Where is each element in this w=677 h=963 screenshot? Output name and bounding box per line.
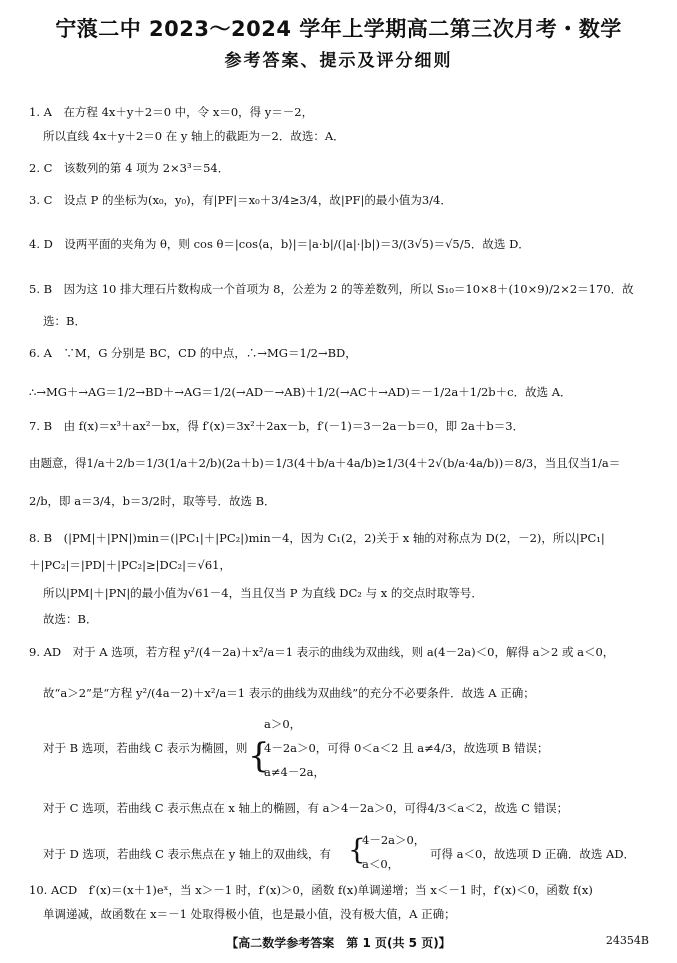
answer-8-line-4: 故选：B．	[43, 612, 98, 626]
answer-10-line-2: 单调递减，故函数在 x＝－1 处取得极小值，也是最小值，没有极大值，A 正确；	[43, 907, 456, 921]
left-brace: {	[348, 833, 366, 866]
answer-9-b-cond-2: 4－2a＞0，可得 0＜a＜2 且 a≠4/3，故选项 B 错误；	[264, 741, 549, 755]
answer-9-b-cond-1: a＞0，	[264, 717, 302, 731]
answer-5-line-1: 5. B 因为这 10 排大理石片数构成一个首项为 8，公差为 2 的等差数列，所以 S₁₀＝10×8＋(10×9)/2×2＝170．故	[29, 282, 634, 296]
answer-8-line-3: 所以|PM|＋|PN|的最小值为√61－4，当且仅当 P 为直线 DC₂ 与 x 的交点时取等号．	[43, 586, 483, 600]
answer-4-line: 4. D 设两平面的夹角为 θ，则 cos θ＝|cos⟨a，b⟩|＝|a·b|/(|a|·|b|)＝3/(3√5)＝√5/5．故选 D．	[29, 237, 530, 251]
answer-8-line-2: ＋|PC₂|＝|PD|＋|PC₂|≥|DC₂|＝√61，	[29, 558, 231, 572]
answer-7-line-2: 由题意，得1/a＋2/b＝1/3(1/a＋2/b)(2a＋b)＝1/3(4＋b/a＋4a/b)≥1/3(4＋2√(b/a·4a/b))＝8/3，当且仅当1/a＝	[29, 456, 621, 470]
answer-9-d-tail: 可得 a＜0，故选项 D 正确．故选 AD．	[430, 847, 636, 861]
answer-6-line-1: 6. A ∵M，G 分别是 BC，CD 的中点，∴→MG＝1/2→BD，	[29, 346, 357, 360]
answer-9-d-cond-2: a＜0，	[362, 857, 400, 871]
answer-10-line-1: 10. ACD f′(x)＝(x＋1)eˣ，当 x＞－1 时，f′(x)＞0，函数 f(x)单调递增；当 x＜－1 时，f′(x)＜0，函数 f(x)	[29, 883, 593, 897]
answer-7-line-1: 7. B 由 f(x)＝x³＋ax²－bx，得 f′(x)＝3x²＋2ax－b，f′(－1)＝3－2a－b＝0，即 2a＋b＝3．	[29, 419, 525, 433]
answer-5-line-2: 选：B．	[43, 314, 86, 328]
answer-9-c-line: 对于 C 选项，若曲线 C 表示焦点在 x 轴上的椭圆，有 a＞4－2a＞0，可得4/3＜a＜2，故选 C 错误；	[43, 801, 569, 815]
answer-9-b-cond-3: a≠4－2a，	[264, 765, 325, 779]
answer-9-line-2: 故“a＞2”是“方程 y²/(4a－2)＋x²/a＝1 表示的曲线为双曲线”的充分不必要条件．故选 A 正确；	[43, 686, 535, 700]
answer-1-line-2: 所以直线 4x＋y＋2＝0 在 y 轴上的截距为－2．故选：A．	[43, 129, 345, 143]
answer-8-line-1: 8. B (|PM|＋|PN|)min＝(|PC₁|＋|PC₂|)min－4，因为 C₁(2，2)关于 x 轴的对称点为 D(2，－2)，所以|PC₁|	[29, 531, 605, 545]
answer-7-line-3: 2/b，即 a＝3/4，b＝3/2时，取等号．故选 B．	[29, 494, 276, 508]
page-title: 宁蒗二中 2023～2024 学年上学期高二第三次月考・数学	[55, 17, 622, 41]
left-brace: {	[248, 736, 270, 776]
page-footer: 【高二数学参考答案 第 1 页(共 5 页)】	[226, 936, 451, 950]
page-subtitle: 参考答案、提示及评分细则	[224, 51, 453, 71]
answer-9-d-lead: 对于 D 选项，若曲线 C 表示焦点在 y 轴上的双曲线，有	[43, 847, 331, 861]
answer-9-line-1: 9. AD 对于 A 选项，若方程 y²/(4－2a)＋x²/a＝1 表示的曲线为双曲线，则 a(4－2a)＜0，解得 a＞2 或 a＜0，	[29, 645, 615, 659]
answer-2-line: 2. C 该数列的第 4 项为 2×3³＝54．	[29, 161, 230, 175]
answer-1-line-1: 1. A 在方程 4x＋y＋2＝0 中，令 x＝0，得 y＝－2，	[29, 105, 314, 119]
answer-9-d-cond-1: 4－2a＞0，	[362, 833, 426, 847]
document-code: 24354B	[605, 934, 649, 947]
answer-3-line: 3. C 设点 P 的坐标为(x₀，y₀)，有|PF|＝x₀＋3/4≥3/4，故|PF|的最小值为3/4．	[29, 193, 452, 207]
answer-9-b-lead: 对于 B 选项，若曲线 C 表示为椭圆，则	[43, 741, 248, 755]
answer-6-line-2: ∴→MG＋→AG＝1/2→BD＋→AG＝1/2(→AD－→AB)＋1/2(→AC＋→AD)＝－1/2a＋1/2b＋c．故选 A．	[29, 385, 572, 399]
